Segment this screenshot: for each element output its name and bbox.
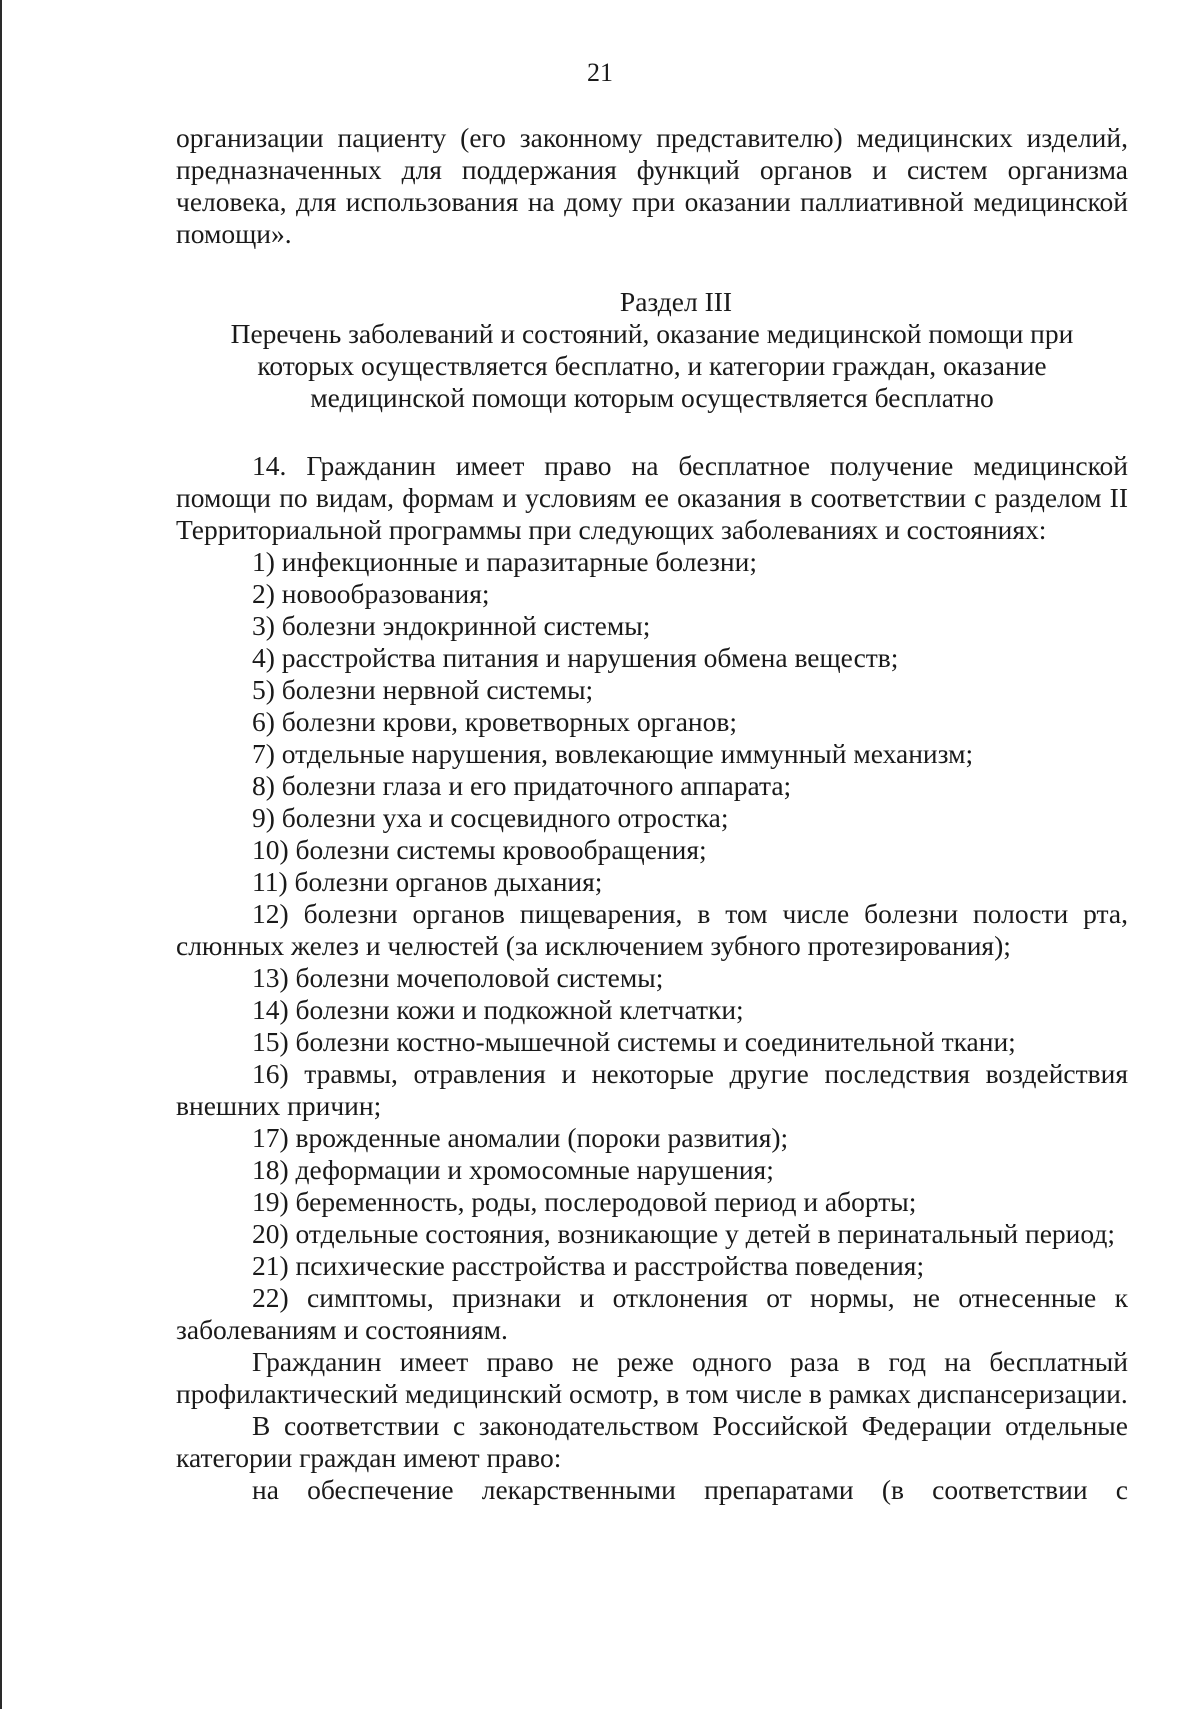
section-header xyxy=(176,285,1128,414)
list-item: 4) расстройства питания и нарушения обмена веществ; xyxy=(252,642,899,673)
list-item: 17) врожденные аномалии (пороки развития); xyxy=(252,1122,789,1153)
list-item: 2) новообразования; xyxy=(252,578,490,609)
list-item: 8) болезни глаза и его придаточного аппарата; xyxy=(252,770,792,801)
section-heading-line-3: медицинской помощи которым осуществляется бесплатно xyxy=(310,382,994,413)
list-item: 1) инфекционные и паразитарные болезни; xyxy=(252,546,757,577)
list-item: 7) отдельные нарушения, вовлекающие иммунный механизм; xyxy=(252,738,974,769)
list-item: 18) деформации и хромосомные нарушения; xyxy=(252,1154,774,1185)
list-item: 11) болезни органов дыхания; xyxy=(252,866,603,897)
list-item: 12) болезни органов пищеварения, в том числе болезни полости рта, слюнных желез и челюстей (за исключением зубного протезирования); xyxy=(176,898,1128,961)
checkup-paragraph: Гражданин имеет право не реже одного раза в год на бесплатный профилактический медицинский осмотр, в том числе в рамках диспансеризации. xyxy=(176,1346,1128,1409)
list-item: 15) болезни костно-мышечной системы и соединительной ткани; xyxy=(252,1026,1016,1057)
section-heading-line-2: которых осуществляется бесплатно, и категории граждан, оказание xyxy=(257,350,1047,381)
list-item: 9) болезни уха и сосцевидного отростка; xyxy=(252,802,729,833)
list-item: 14) болезни кожи и подкожной клетчатки; xyxy=(252,994,744,1025)
list-item: 20) отдельные состояния, возникающие у детей в перинатальный период; xyxy=(252,1218,1115,1249)
list-item: 3) болезни эндокринной системы; xyxy=(252,610,651,641)
document-body xyxy=(176,122,1128,1506)
categories-paragraph: В соответствии с законодательством Российской Федерации отдельные категории граждан имеют право: xyxy=(176,1410,1128,1473)
section-title: Раздел III xyxy=(619,286,733,317)
page-number: 21 xyxy=(587,58,613,87)
list-item: 13) болезни мочеполовой системы; xyxy=(252,962,664,993)
section-heading-line-1: Перечень заболеваний и состояний, оказание медицинской помощи при xyxy=(230,318,1074,349)
list-item: 22) симптомы, признаки и отклонения от нормы, не отнесенные к заболеваниям и состояниям. xyxy=(176,1282,1128,1345)
list-item: 5) болезни нервной системы; xyxy=(252,674,594,705)
list-item: 21) психические расстройства и расстройства поведения; xyxy=(252,1250,925,1281)
list-item: 16) травмы, отравления и некоторые другие последствия воздействия внешних причин; xyxy=(176,1058,1128,1121)
disease-list xyxy=(176,546,1128,1346)
last-line: на обеспечение лекарственными препаратами (в соответствии с xyxy=(252,1474,1128,1505)
list-item: 10) болезни системы кровообращения; xyxy=(252,834,707,865)
opening-paragraph: организации пациенту (его законному представителю) медицинских изделий, предназначенных для поддержания функций органов и систем организма человека, для использования на дому при оказании паллиативной медицинской помощи». xyxy=(176,122,1128,249)
list-item: 19) беременность, роды, послеродовой период и аборты; xyxy=(252,1186,917,1217)
clause-14: 14. Гражданин имеет право на бесплатное получение медицинской помощи по видам, формам и условиям ее оказания в соответствии с разделом II Территориальной программы при следующих заболеваниях и состояниях: xyxy=(176,450,1128,545)
page-edge-line xyxy=(0,0,2,1709)
list-item: 6) болезни крови, кроветворных органов; xyxy=(252,706,738,737)
